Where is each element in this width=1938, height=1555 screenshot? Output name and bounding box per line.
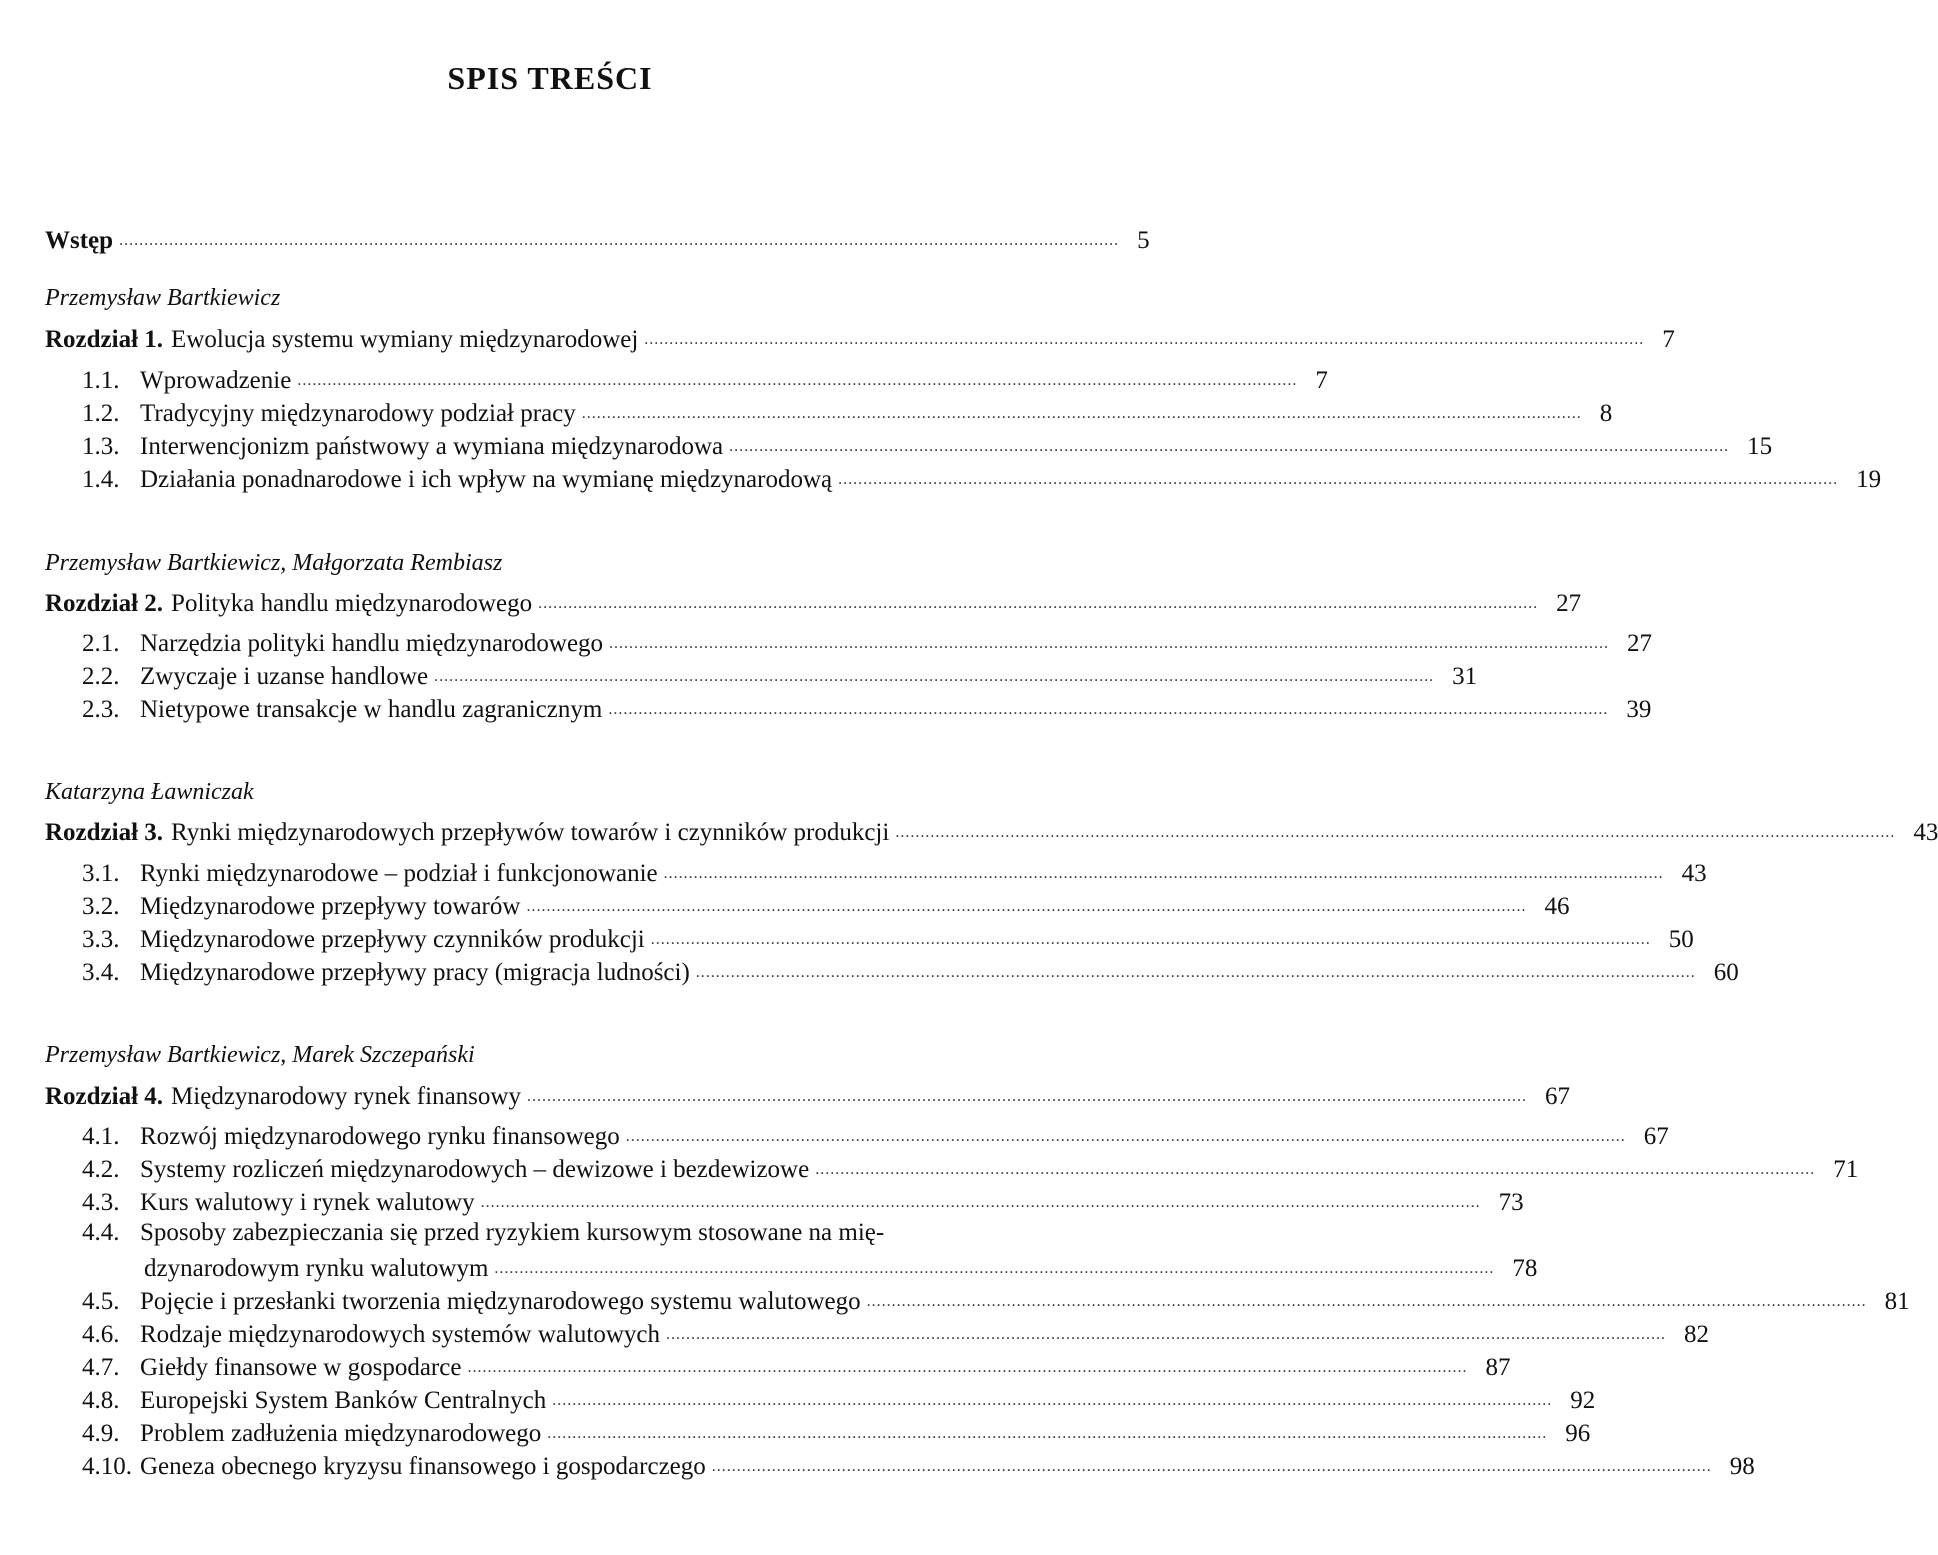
chapter-entry	[45, 585, 1582, 619]
section-title: Pojęcie i przesłanki tworzenia międzynarodowego systemu walutowego	[140, 1288, 861, 1315]
leader-dots: ........................................................................................................................................................................................................	[526, 1088, 1527, 1105]
section-entry	[82, 1316, 1710, 1350]
section-entry	[82, 1184, 1524, 1218]
leader-dots: ........................................................................................................................................................................................................	[866, 1293, 1867, 1310]
page-number: 15	[1747, 433, 1773, 460]
leader-dots: ........................................................................................................................................................................................................	[434, 668, 1435, 685]
page-number: 46	[1544, 893, 1570, 920]
chapter-entry	[45, 321, 1675, 355]
section-title: Międzynarodowe przepływy pracy (migracja ludności)	[140, 959, 690, 986]
section-number: 4.4.	[82, 1219, 120, 1246]
chapter-author: Przemysław Bartkiewicz, Marek Szczepański	[45, 1042, 475, 1068]
leader-dots: ........................................................................................................................................................................................................	[838, 471, 1839, 488]
section-title: Rodzaje międzynarodowych systemów walutowych	[140, 1321, 661, 1348]
leader-dots: ........................................................................................................................................................................................................	[663, 865, 1664, 882]
section-entry	[82, 954, 1739, 988]
leader-dots: ........................................................................................................................................................................................................	[552, 1392, 1553, 1409]
section-title: Tradycyjny międzynarodowy podział pracy	[140, 400, 576, 427]
section-number: 1.3.	[82, 433, 120, 460]
section-entry	[82, 691, 1652, 725]
section-title: Zwyczaje i uzanse handlowe	[140, 663, 429, 690]
page-number: 7	[1662, 326, 1675, 353]
section-entry	[82, 921, 1694, 955]
section-title-continuation: dzynarodowym rynku walutowym	[144, 1255, 489, 1282]
chapter-heading: Rozdział 3.	[45, 819, 164, 846]
leader-dots: ........................................................................................................................................................................................................	[494, 1260, 1495, 1277]
page-number: 71	[1833, 1156, 1859, 1183]
page-number: 82	[1684, 1321, 1710, 1348]
section-title: Rozwój międzynarodowego rynku finansowego	[140, 1123, 620, 1150]
section-number: 3.4.	[82, 959, 120, 986]
section-entry	[82, 1118, 1669, 1152]
section-entry	[82, 1448, 1755, 1482]
leader-dots: ........................................................................................................................................................................................................	[895, 824, 1896, 841]
intro-label: Wstęp	[45, 227, 114, 254]
section-number: 1.1.	[82, 367, 120, 394]
section-number: 4.5.	[82, 1288, 120, 1315]
chapter-heading: Rozdział 4.	[45, 1083, 164, 1110]
section-number: 3.2.	[82, 893, 120, 920]
page-number: 98	[1729, 1453, 1755, 1480]
section-title: Międzynarodowe przepływy towarów	[140, 893, 521, 920]
page-number: 8	[1599, 400, 1613, 427]
chapter-title: Rynki międzynarodowych przepływów towarów i czynników produkcji	[171, 819, 890, 846]
section-title: Działania ponadnarodowe i ich wpływ na wymianę międzynarodową	[140, 466, 833, 493]
chapter-author: Katarzyna Ławniczak	[45, 779, 254, 805]
chapter-heading: Rozdział 1.	[45, 326, 164, 353]
section-entry	[82, 362, 1328, 396]
section-title: Kurs walutowy i rynek walutowy	[140, 1189, 475, 1216]
page-number: 43	[1681, 860, 1707, 887]
section-entry	[82, 1349, 1511, 1383]
section-entry	[82, 428, 1773, 462]
section-title: Geneza obecnego kryzysu finansowego i gospodarczego	[140, 1453, 706, 1480]
section-title: Międzynarodowe przepływy czynników produkcji	[140, 926, 645, 953]
page-number: 31	[1452, 663, 1478, 690]
leader-dots: ........................................................................................................................................................................................................	[526, 898, 1527, 915]
page-number: 78	[1512, 1255, 1538, 1282]
leader-dots: ........................................................................................................................................................................................................	[297, 372, 1298, 389]
chapter-author: Przemysław Bartkiewicz, Małgorzata Rembiasz	[45, 550, 503, 576]
leader-dots: ........................................................................................................................................................................................................	[666, 1326, 1667, 1343]
section-entry-continuation	[144, 1250, 1538, 1284]
section-number: 4.7.	[82, 1354, 120, 1381]
section-entry	[82, 461, 1882, 495]
section-entry	[82, 658, 1478, 692]
section-title: Rynki międzynarodowe – podział i funkcjonowanie	[140, 860, 658, 887]
leader-dots: ........................................................................................................................................................................................................	[650, 931, 1651, 948]
page-title: SPIS TREŚCI	[447, 60, 653, 96]
page-number: 7	[1315, 367, 1328, 394]
section-number: 4.2.	[82, 1156, 120, 1183]
section-entry	[82, 855, 1707, 889]
chapter-entry	[45, 1078, 1570, 1112]
section-title: Nietypowe transakcje w handlu zagranicznym	[140, 696, 603, 723]
page-number: 27	[1556, 590, 1582, 617]
section-number: 4.9.	[82, 1420, 120, 1447]
section-entry-first-line	[82, 1218, 996, 1248]
page-number: 67	[1643, 1123, 1669, 1150]
page-number: 81	[1884, 1288, 1910, 1315]
leader-dots: ........................................................................................................................................................................................................	[815, 1161, 1816, 1178]
section-number: 1.2.	[82, 400, 120, 427]
section-title: Systemy rozliczeń międzynarodowych – dewizowe i bezdewizowe	[140, 1156, 810, 1183]
leader-dots: ........................................................................................................................................................................................................	[581, 405, 1582, 422]
section-number: 4.1.	[82, 1123, 120, 1150]
section-entry	[82, 1415, 1591, 1449]
page-number: 27	[1627, 630, 1653, 657]
leader-dots: ........................................................................................................................................................................................................	[467, 1359, 1468, 1376]
page-number: 39	[1626, 696, 1652, 723]
leader-dots: ........................................................................................................................................................................................................	[119, 232, 1120, 249]
leader-dots: ........................................................................................................................................................................................................	[547, 1425, 1548, 1442]
leader-dots: ........................................................................................................................................................................................................	[729, 438, 1730, 455]
leader-dots: ........................................................................................................................................................................................................	[538, 595, 1539, 612]
chapter-title: Międzynarodowy rynek finansowy	[171, 1083, 521, 1110]
section-entry	[82, 888, 1570, 922]
chapter-heading: Rozdział 2.	[45, 590, 164, 617]
page-number: 87	[1485, 1354, 1511, 1381]
chapter-title: Ewolucja systemu wymiany międzynarodowej	[171, 326, 639, 353]
leader-dots: ........................................................................................................................................................................................................	[644, 331, 1645, 348]
page-number: 5	[1137, 227, 1150, 254]
section-number: 2.3.	[82, 696, 120, 723]
section-number: 4.3.	[82, 1189, 120, 1216]
section-number: 4.8.	[82, 1387, 120, 1414]
section-number: 2.1.	[82, 630, 120, 657]
chapter-author: Przemysław Bartkiewicz	[45, 285, 281, 311]
leader-dots: ........................................................................................................................................................................................................	[609, 635, 1610, 652]
page-number: 67	[1544, 1083, 1570, 1110]
section-number: 4.6.	[82, 1321, 120, 1348]
section-title: Giełdy finansowe w gospodarce	[140, 1354, 462, 1381]
page-number: 96	[1565, 1420, 1591, 1447]
section-number: 3.3.	[82, 926, 120, 953]
section-title: Wprowadzenie	[140, 367, 292, 394]
section-entry	[82, 625, 1653, 659]
chapter-entry	[45, 814, 1938, 848]
section-entry	[82, 1382, 1596, 1416]
page-number: 92	[1570, 1387, 1596, 1414]
leader-dots: ........................................................................................................................................................................................................	[480, 1194, 1481, 1211]
section-title: Problem zadłużenia międzynarodowego	[140, 1420, 542, 1447]
chapter-title: Polityka handlu międzynarodowego	[171, 590, 533, 617]
page-number: 50	[1668, 926, 1694, 953]
section-number: 3.1.	[82, 860, 120, 887]
page-number: 43	[1913, 819, 1938, 846]
page-number: 60	[1713, 959, 1739, 986]
section-entry	[82, 1283, 1910, 1317]
section-title: Sposoby zabezpieczania się przed ryzykiem kursowym stosowane na mię-	[140, 1219, 885, 1246]
toc-entry-intro	[45, 222, 1150, 256]
page-number: 19	[1856, 466, 1882, 493]
leader-dots: ........................................................................................................................................................................................................	[625, 1128, 1626, 1145]
section-number: 1.4.	[82, 466, 120, 493]
leader-dots: ........................................................................................................................................................................................................	[711, 1458, 1712, 1475]
leader-dots: ........................................................................................................................................................................................................	[608, 701, 1609, 718]
section-number: 4.10.	[82, 1453, 132, 1480]
section-title: Narzędzia polityki handlu międzynarodowego	[140, 630, 604, 657]
section-number: 2.2.	[82, 663, 120, 690]
section-title: Europejski System Banków Centralnych	[140, 1387, 547, 1414]
section-entry	[82, 395, 1613, 429]
section-title: Interwencjonizm państwowy a wymiana międzynarodowa	[140, 433, 724, 460]
leader-dots: ........................................................................................................................................................................................................	[695, 964, 1696, 981]
page-number: 73	[1498, 1189, 1524, 1216]
section-entry	[82, 1151, 1859, 1185]
